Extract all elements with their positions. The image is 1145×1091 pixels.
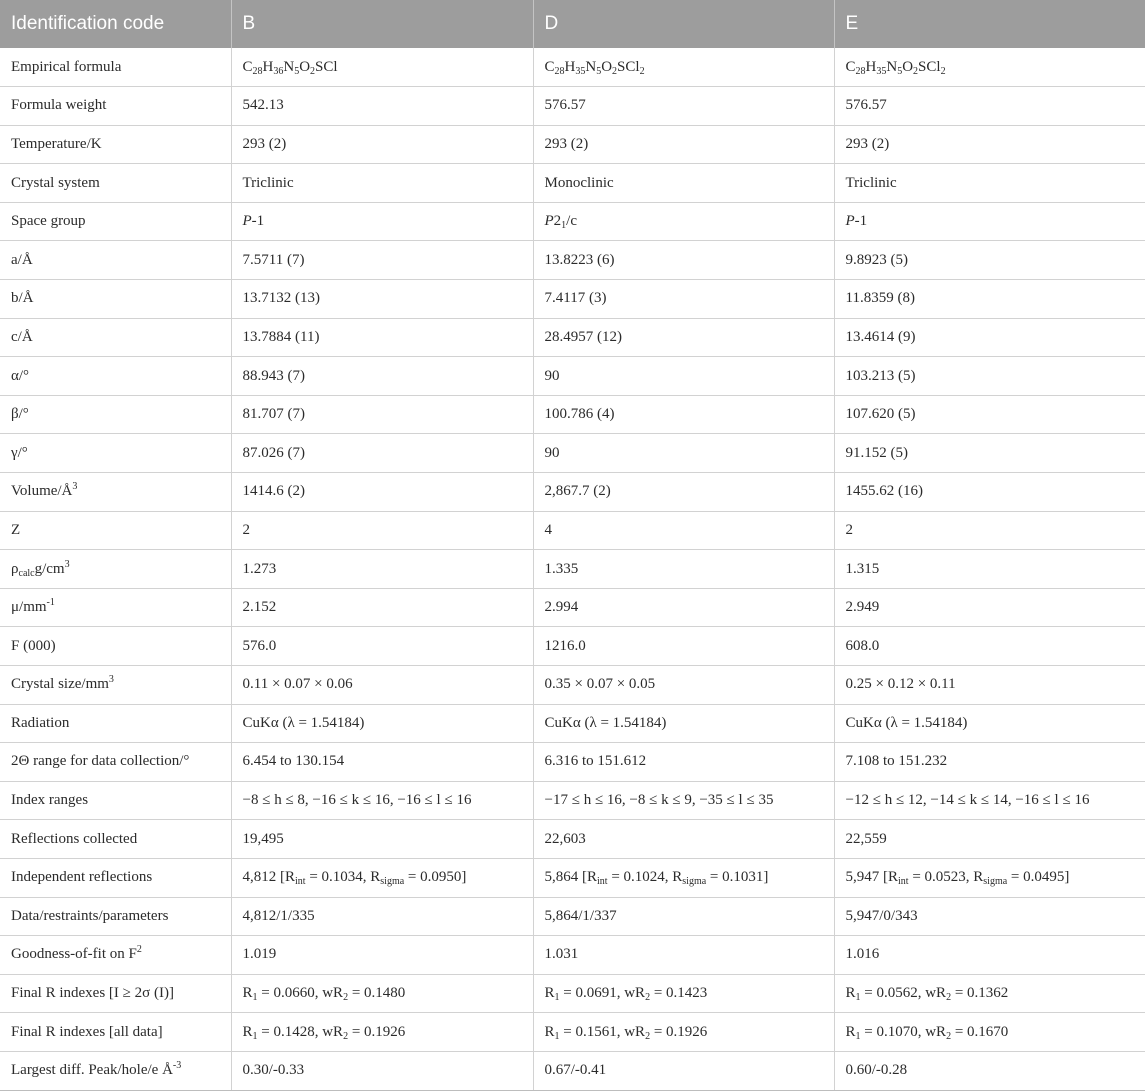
text-segment: = 0.1670 [951, 1023, 1009, 1040]
text-segment: μ/mm [11, 599, 47, 616]
value-cell-b: 19,495 [231, 820, 533, 859]
value-cell-d: 1.335 [533, 550, 834, 589]
text-segment: = 0.1070, wR [860, 1023, 947, 1040]
value-cell-e [834, 202, 1145, 241]
text-segment: R [544, 985, 555, 1002]
table-row [0, 164, 1145, 203]
value-cell-e [834, 48, 1145, 87]
subscript: 5 [294, 65, 300, 77]
header-compound-d: D [533, 0, 834, 48]
value-cell-d [533, 974, 834, 1013]
table-header [0, 0, 1145, 48]
row-label [0, 550, 231, 589]
table-row [0, 704, 1145, 743]
value-cell-d: 90 [533, 434, 834, 473]
value-cell-e: 0.60/-0.28 [834, 1051, 1145, 1090]
value-cell-e: 1.315 [834, 550, 1145, 589]
value-cell-d: 2.994 [533, 588, 834, 627]
subscript: 2 [612, 65, 618, 77]
text-segment: = 0.1561, wR [559, 1023, 646, 1040]
text-segment: Goodness-of-fit on F [11, 946, 137, 963]
table-row [0, 395, 1145, 434]
subscript: 2 [946, 992, 952, 1004]
table-row [0, 434, 1145, 473]
header-label-cell: Identification code [0, 0, 231, 48]
text-segment: H [262, 58, 274, 75]
row-label: F (000) [0, 627, 231, 666]
table-row [0, 318, 1145, 357]
row-label: Data/restraints/parameters [0, 897, 231, 936]
row-label [0, 666, 231, 705]
value-cell-e: 2 [834, 511, 1145, 550]
subscript: 2 [343, 1030, 349, 1042]
subscript: 2 [913, 65, 919, 77]
value-cell-d: Monoclinic [533, 164, 834, 203]
row-label: a/Å [0, 241, 231, 280]
text-segment: = 0.0950] [404, 869, 467, 886]
value-cell-b [231, 202, 533, 241]
value-cell-b: 293 (2) [231, 125, 533, 164]
text-segment: R [242, 1023, 253, 1040]
value-cell-e: 13.4614 (9) [834, 318, 1145, 357]
subscript: 1 [554, 1030, 560, 1042]
subscript: sigma [983, 876, 1008, 888]
text-segment: O [601, 58, 613, 75]
row-label: Index ranges [0, 781, 231, 820]
row-label: Independent reflections [0, 858, 231, 897]
text-segment: N [585, 58, 597, 75]
value-cell-d: CuKα (λ = 1.54184) [533, 704, 834, 743]
subscript: 2 [946, 1030, 952, 1042]
subscript: 35 [575, 65, 586, 77]
row-label: β/° [0, 395, 231, 434]
value-cell-b [231, 974, 533, 1013]
text-segment: SCl [617, 58, 640, 75]
table-row [0, 357, 1145, 396]
text-segment: C [845, 58, 856, 75]
row-label: c/Å [0, 318, 231, 357]
value-cell-e: 2.949 [834, 588, 1145, 627]
subscript: 28 [252, 65, 263, 77]
text-segment: g/cm [34, 560, 65, 577]
text-segment: 5,864 [R [544, 869, 597, 886]
header-compound-e: E [834, 0, 1145, 48]
subscript: 1 [561, 220, 567, 232]
table-row [0, 511, 1145, 550]
value-cell-d [533, 202, 834, 241]
value-cell-d: 2,867.7 (2) [533, 473, 834, 512]
value-cell-e: 107.620 (5) [834, 395, 1145, 434]
italic-text: P [845, 213, 855, 230]
subscript: 28 [855, 65, 866, 77]
text-segment: = 0.0495] [1007, 869, 1070, 886]
value-cell-b [231, 858, 533, 897]
text-segment: 5,947 [R [845, 869, 898, 886]
subscript: 5 [596, 65, 602, 77]
value-cell-e: 22,559 [834, 820, 1145, 859]
text-segment: = 0.1034, R [305, 869, 381, 886]
table-body [0, 48, 1145, 1090]
subscript: int [898, 876, 909, 888]
value-cell-e: 1.016 [834, 936, 1145, 975]
text-segment: R [242, 985, 253, 1002]
value-cell-d: 293 (2) [533, 125, 834, 164]
text-segment: = 0.1480 [348, 985, 406, 1002]
value-cell-e: 1455.62 (16) [834, 473, 1145, 512]
value-cell-d: 1216.0 [533, 627, 834, 666]
row-label: γ/° [0, 434, 231, 473]
table-row [0, 473, 1145, 512]
row-label: b/Å [0, 280, 231, 319]
text-segment: = 0.1423 [650, 985, 708, 1002]
text-segment: = 0.1926 [348, 1023, 406, 1040]
text-segment: 2 [553, 213, 562, 230]
value-cell-b: Triclinic [231, 164, 533, 203]
value-cell-e: 5,947/0/343 [834, 897, 1145, 936]
subscript: 35 [876, 65, 887, 77]
text-segment: H [865, 58, 877, 75]
value-cell-e: 11.8359 (8) [834, 280, 1145, 319]
row-label: Radiation [0, 704, 231, 743]
value-cell-d [533, 1013, 834, 1052]
value-cell-e [834, 974, 1145, 1013]
text-segment: ρ [11, 560, 19, 577]
text-segment: = 0.0562, wR [860, 985, 947, 1002]
text-segment: R [544, 1023, 555, 1040]
table-row [0, 666, 1145, 705]
value-cell-e: 576.57 [834, 87, 1145, 126]
value-cell-b: −8 ≤ h ≤ 8, −16 ≤ k ≤ 16, −16 ≤ l ≤ 16 [231, 781, 533, 820]
value-cell-b: 13.7884 (11) [231, 318, 533, 357]
table-row [0, 1013, 1145, 1052]
text-segment: = 0.1428, wR [257, 1023, 344, 1040]
table-row [0, 936, 1145, 975]
row-label [0, 588, 231, 627]
subscript: 2 [645, 1030, 651, 1042]
header-row [0, 0, 1145, 48]
value-cell-b: 2.152 [231, 588, 533, 627]
value-cell-d: 13.8223 (6) [533, 241, 834, 280]
text-segment: H [564, 58, 576, 75]
table-row [0, 1051, 1145, 1090]
table-row [0, 48, 1145, 87]
value-cell-d: 0.67/-0.41 [533, 1051, 834, 1090]
text-segment: = 0.1031] [706, 869, 769, 886]
table-row [0, 974, 1145, 1013]
subscript: 2 [639, 65, 645, 77]
text-segment: -1 [854, 213, 868, 230]
value-cell-e: 7.108 to 151.232 [834, 743, 1145, 782]
row-label: Temperature/K [0, 125, 231, 164]
subscript: int [597, 876, 608, 888]
value-cell-b: 4,812/1/335 [231, 897, 533, 936]
table-row [0, 588, 1145, 627]
subscript: 2 [310, 65, 316, 77]
value-cell-e: 608.0 [834, 627, 1145, 666]
superscript: 3 [64, 558, 70, 570]
row-label: Reflections collected [0, 820, 231, 859]
subscript: sigma [682, 876, 707, 888]
value-cell-d: 5,864/1/337 [533, 897, 834, 936]
value-cell-d: 4 [533, 511, 834, 550]
table-row [0, 125, 1145, 164]
text-segment: SCl [918, 58, 941, 75]
row-label: α/° [0, 357, 231, 396]
value-cell-d: 28.4957 (12) [533, 318, 834, 357]
text-segment: -1 [251, 213, 265, 230]
value-cell-e: 293 (2) [834, 125, 1145, 164]
value-cell-b: 81.707 (7) [231, 395, 533, 434]
value-cell-b: 542.13 [231, 87, 533, 126]
value-cell-b: 0.30/-0.33 [231, 1051, 533, 1090]
row-label: 2Θ range for data collection/° [0, 743, 231, 782]
value-cell-b [231, 1013, 533, 1052]
superscript: 3 [108, 674, 114, 686]
row-label: Empirical formula [0, 48, 231, 87]
value-cell-b: 13.7132 (13) [231, 280, 533, 319]
table-row [0, 858, 1145, 897]
table-row [0, 202, 1145, 241]
value-cell-b: 1414.6 (2) [231, 473, 533, 512]
value-cell-d: 1.031 [533, 936, 834, 975]
superscript: 2 [136, 944, 142, 956]
value-cell-d: 22,603 [533, 820, 834, 859]
value-cell-b: 87.026 (7) [231, 434, 533, 473]
subscript: 1 [252, 1030, 258, 1042]
value-cell-e: 91.152 (5) [834, 434, 1145, 473]
text-segment: N [283, 58, 295, 75]
value-cell-d: 90 [533, 357, 834, 396]
text-segment: = 0.0691, wR [559, 985, 646, 1002]
superscript: 3 [72, 481, 78, 493]
text-segment: = 0.1024, R [607, 869, 683, 886]
value-cell-b: 576.0 [231, 627, 533, 666]
superscript: -3 [172, 1060, 182, 1072]
table-row [0, 241, 1145, 280]
table-row [0, 87, 1145, 126]
text-segment: C [544, 58, 555, 75]
value-cell-d: 6.316 to 151.612 [533, 743, 834, 782]
row-label: Crystal system [0, 164, 231, 203]
subscript: 2 [940, 65, 946, 77]
text-segment: = 0.0660, wR [257, 985, 344, 1002]
value-cell-b: 6.454 to 130.154 [231, 743, 533, 782]
subscript: 28 [554, 65, 565, 77]
text-segment: = 0.0523, R [908, 869, 984, 886]
value-cell-d [533, 858, 834, 897]
subscript: 5 [897, 65, 903, 77]
subscript: 2 [645, 992, 651, 1004]
value-cell-e: CuKα (λ = 1.54184) [834, 704, 1145, 743]
value-cell-e: 9.8923 (5) [834, 241, 1145, 280]
row-label: Space group [0, 202, 231, 241]
row-label: Final R indexes [I ≥ 2σ (I)] [0, 974, 231, 1013]
value-cell-b: 7.5711 (7) [231, 241, 533, 280]
text-segment: SCl [315, 58, 338, 75]
value-cell-e: 103.213 (5) [834, 357, 1145, 396]
value-cell-b: CuKα (λ = 1.54184) [231, 704, 533, 743]
table-row [0, 627, 1145, 666]
italic-text: P [544, 213, 554, 230]
text-segment: = 0.1362 [951, 985, 1009, 1002]
italic-text: P [242, 213, 252, 230]
value-cell-d: 7.4117 (3) [533, 280, 834, 319]
row-label: Formula weight [0, 87, 231, 126]
text-segment: N [886, 58, 898, 75]
text-segment: O [299, 58, 311, 75]
superscript: -1 [46, 597, 55, 609]
subscript: 1 [855, 992, 861, 1004]
table-row [0, 743, 1145, 782]
value-cell-b [231, 48, 533, 87]
value-cell-b: 2 [231, 511, 533, 550]
subscript: int [295, 876, 306, 888]
value-cell-b: 1.019 [231, 936, 533, 975]
value-cell-e: 0.25 × 0.12 × 0.11 [834, 666, 1145, 705]
value-cell-d: 0.35 × 0.07 × 0.05 [533, 666, 834, 705]
subscript: 2 [343, 992, 349, 1004]
text-segment: Crystal size/mm [11, 676, 109, 693]
value-cell-b: 88.943 (7) [231, 357, 533, 396]
value-cell-b: 1.273 [231, 550, 533, 589]
value-cell-e: −12 ≤ h ≤ 12, −14 ≤ k ≤ 14, −16 ≤ l ≤ 16 [834, 781, 1145, 820]
value-cell-d [533, 48, 834, 87]
subscript: 1 [554, 992, 560, 1004]
text-segment: R [845, 1023, 856, 1040]
text-segment: C [242, 58, 253, 75]
text-segment: /c [566, 213, 577, 230]
value-cell-b: 0.11 × 0.07 × 0.06 [231, 666, 533, 705]
table-row [0, 820, 1145, 859]
value-cell-e [834, 858, 1145, 897]
text-segment: Volume/Å [11, 483, 73, 500]
row-label [0, 473, 231, 512]
value-cell-d: 576.57 [533, 87, 834, 126]
text-segment: R [845, 985, 856, 1002]
row-label [0, 936, 231, 975]
subscript: 1 [252, 992, 258, 1004]
text-segment: = 0.1926 [650, 1023, 708, 1040]
table-row [0, 550, 1145, 589]
subscript: sigma [380, 876, 405, 888]
value-cell-e: Triclinic [834, 164, 1145, 203]
table-row [0, 280, 1145, 319]
row-label: Z [0, 511, 231, 550]
value-cell-e [834, 1013, 1145, 1052]
text-segment: O [902, 58, 914, 75]
subscript: 1 [855, 1030, 861, 1042]
text-segment: 4,812 [R [242, 869, 295, 886]
table-row [0, 897, 1145, 936]
row-label: Final R indexes [all data] [0, 1013, 231, 1052]
subscript: calc [18, 567, 35, 579]
table-row [0, 781, 1145, 820]
subscript: 36 [273, 65, 284, 77]
value-cell-d: 100.786 (4) [533, 395, 834, 434]
text-segment: Largest diff. Peak/hole/e Å [11, 1062, 173, 1079]
row-label [0, 1051, 231, 1090]
header-compound-b: B [231, 0, 533, 48]
value-cell-d: −17 ≤ h ≤ 16, −8 ≤ k ≤ 9, −35 ≤ l ≤ 35 [533, 781, 834, 820]
